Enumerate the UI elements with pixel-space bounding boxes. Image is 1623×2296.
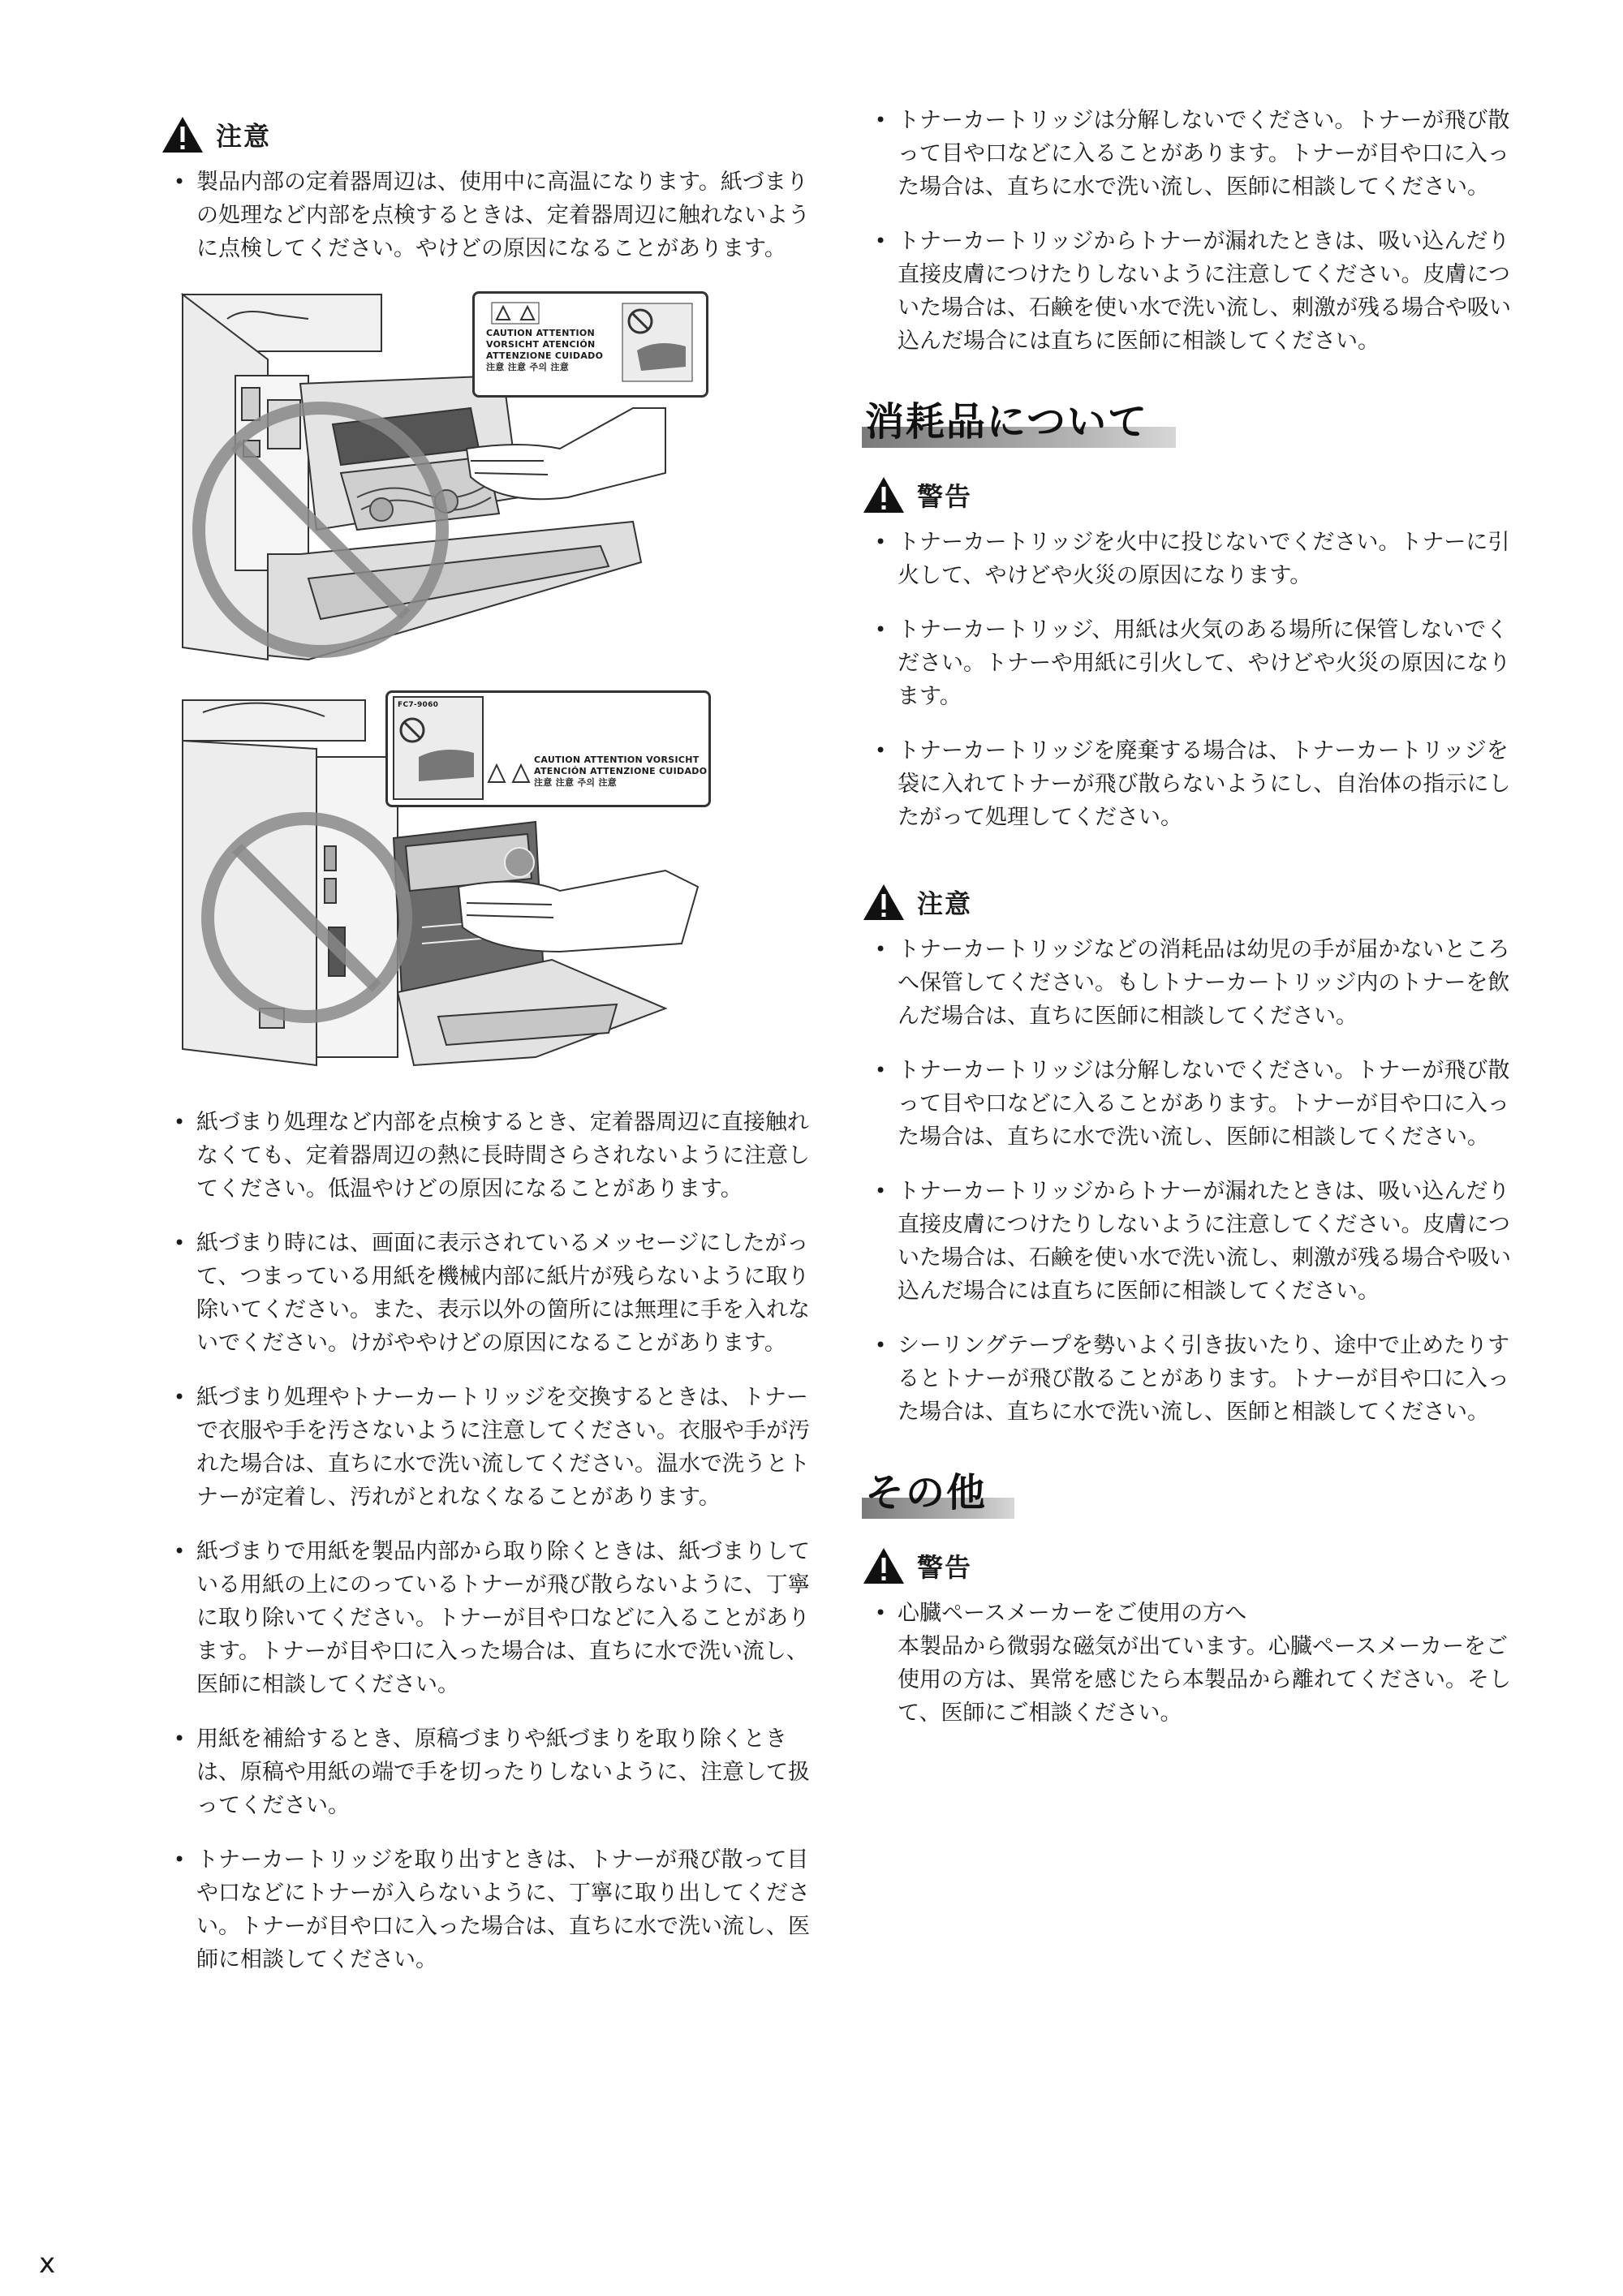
other-warning-list [862,1597,1527,1730]
label-no-touch-icon [621,302,694,383]
list-item: • 心臓ペースメーカーをご使用の方へ 本製品から微弱な磁気が出ています。心臓ペースメーカーをご使用の方は、異常を感じたら本製品から離れてください。そして、医師にご相談ください。 [862,1597,1527,1730]
warning-heading-label: 警告 [917,1552,973,1583]
list-item: • 製品内部の定着器周辺は、使用中に高温になります。紙づまりの処理など内部を点検するときは、定着器周辺に触れないように点検してください。やけどの原因になることがあります。 [161,166,818,265]
list-item: • トナーカートリッジからトナーが漏れたときは、吸い込んだり直接皮膚につけたりしないように注意してください。皮膚についた場合は、石鹸を使い水で洗い流し、刺激が残る場合や吸い込んだ場合には直ちに医師に相談してください。 [862,1175,1527,1308]
caution-heading [862,883,1527,922]
caution-heading-label: 注意 [216,121,272,152]
list-item: • 紙づまり処理など内部を点検するとき、定着器周辺に直接触れなくても、定着器周辺の熱に長時間さらされないように注意してください。低温やけどの原因になることがあります。 [161,1106,818,1206]
list-item: • シーリングテープを勢いよく引き抜いたり、途中で止めたりするとトナーが飛び散ることがあります。トナーが目や口に入った場合は、直ちに水で洗い流し、医師と相談してください。 [862,1329,1527,1429]
caution-label-2-text: CAUTION ATTENTION VORSICHT ATENCIÓN ATTENZIONE CUIDADO 注意 注意 주의 注意 [534,755,708,788]
consumables-warning-list [862,526,1527,834]
section-title-other: その他 [862,1461,998,1517]
label-no-touch-icon [394,712,479,793]
left-column [161,115,818,1997]
list-item: • トナーカートリッジ、用紙は火気のある場所に保管しないでください。トナーや用紙に引火して、やけどや火災の原因になります。 [862,613,1527,713]
warning-triangle-icon [862,883,906,922]
page-number: x [39,2247,56,2280]
list-item: • トナーカートリッジを廃棄する場合は、トナーカートリッジを袋に入れてトナーが飛び散らないようにし、自治体の指示にしたがって処理してください。 [862,734,1527,834]
caution-list-top [161,166,818,265]
consumables-caution-list [862,933,1527,1429]
label-no-touch-panel: FC7-9060 [393,696,484,800]
warning-heading-label: 警告 [917,481,973,512]
warning-triangle-icon [862,1546,906,1585]
list-item: • トナーカートリッジを火中に投じないでください。トナーに引火して、やけどや火災の原因になります。 [862,526,1527,592]
right-column [862,104,1527,1751]
list-item: • トナーカートリッジなどの消耗品は幼児の手が届かないところへ保管してください。もしトナーカートリッジ内のトナーを飲んだ場合は、直ちに医師に相談してください。 [862,933,1527,1033]
figure-fixing-unit-side [179,684,738,1073]
label-warning-icons [485,763,534,785]
warning-triangle-icon [161,115,204,154]
warning-heading [862,1546,1527,1585]
section-title-consumables: 消耗品について [862,390,1160,446]
list-item: • トナーカートリッジからトナーが漏れたときは、吸い込んだり直接皮膚につけたりしないように注意してください。皮膚についた場合は、石鹸を使い水で洗い流し、刺激が残る場合や吸い込んだ場合には直ちに医師に相談してください。 [862,225,1527,358]
caution-list-bottom [161,1106,818,1976]
warning-triangle-icon [862,475,906,514]
list-item: • トナーカートリッジを取り出すときは、トナーが飛び散って目や口などにトナーが入らないように、丁寧に取り出してください。トナーが目や口に入った場合は、直ちに水で洗い流し、医師に相談してください。 [161,1843,818,1976]
list-item: • 紙づまりで用紙を製品内部から取り除くときは、紙づまりしている用紙の上にのっているトナーが飛び散らないように、丁寧に取り除いてください。トナーが目や口などに入ることがあります。トナーが目や口に入った場合は、直ちに水で洗い流し、医師に相談してください。 [161,1535,818,1701]
list-item: • 紙づまり時には、画面に表示されているメッセージにしたがって、つまっている用紙を機械内部に紙片が残らないように取り除いてください。また、表示以外の箇所には無理に手を入れないでください。けがややけどの原因になることがあります。 [161,1227,818,1360]
list-item: • 紙づまり処理やトナーカートリッジを交換するときは、トナーで衣服や手を汚さないように注意してください。衣服や手が汚れた場合は、直ちに水で洗い流してください。温水で洗うとトナーが定着し、汚れがとれなくなることがあります。 [161,1381,818,1514]
list-item: • 用紙を補給するとき、原稿づまりや紙づまりを取り除くときは、原稿や用紙の端で手を切ったりしないように、注意して扱ってください。 [161,1722,818,1822]
caution-heading [161,115,818,154]
warning-heading [862,475,1527,514]
list-item: • トナーカートリッジは分解しないでください。トナーが飛び散って目や口などに入ることがあります。トナーが目や口に入った場合は、直ちに水で洗い流し、医師に相談してください。 [862,104,1527,204]
caution-label-2 [385,690,711,807]
caution-label-1-text: CAUTION ATTENTION VORSICHT ATENCIÓN ATTENZIONE CUIDADO 注意 注意 주의 注意 [486,328,604,372]
caution-label-1 [472,291,708,398]
list-item: • トナーカートリッジは分解しないでください。トナーが飛び散って目や口などに入ることがあります。トナーが目や口に入った場合は、直ちに水で洗い流し、医師に相談してください。 [862,1054,1527,1154]
toner-caution-continued-list [862,104,1527,358]
caution-heading-label: 注意 [917,888,973,919]
figure-fixing-unit-top [179,286,738,676]
